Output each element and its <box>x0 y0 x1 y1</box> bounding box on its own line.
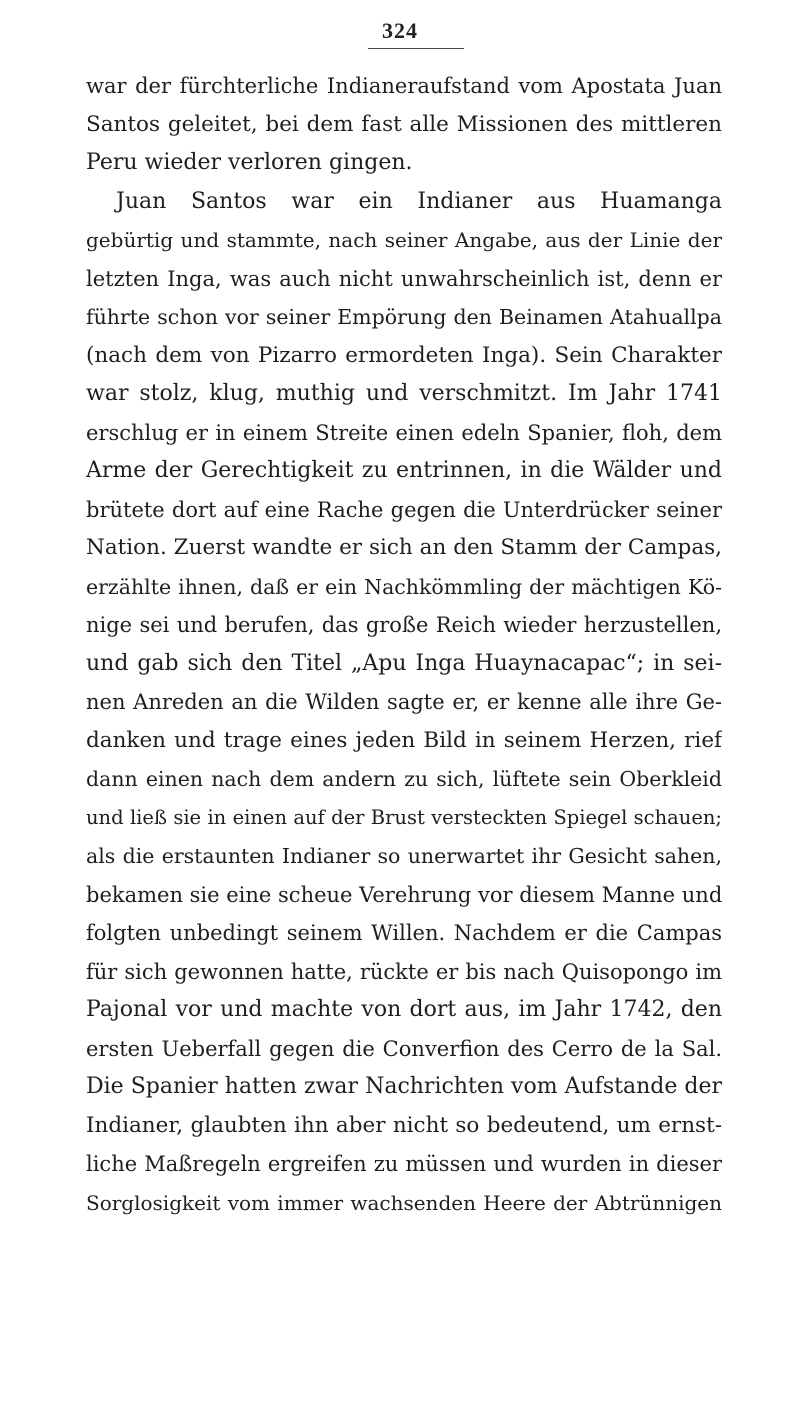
text-line: brütete dort auf eine Rache gegen die Unterdrücker seiner <box>86 497 722 522</box>
text-line: Sorglosigkeit vom immer wachsenden Heere der Abtrünnigen <box>86 1190 722 1215</box>
text-line: war stolz, klug, muthig und verschmitzt. Im Jahr 1741 <box>86 381 722 406</box>
text-line: für sich gewonnen hatte, rückte er bis nach Quisopongo im <box>86 959 722 984</box>
text-line: erzählte ihnen, daß er ein Nachkömmling der mächtigen Kö- <box>86 574 722 599</box>
text-line: Juan Santos war ein Indianer aus Huamanga <box>116 188 722 214</box>
text-line: Peru wieder verloren gingen. <box>86 150 413 175</box>
text-line: Pajonal vor und machte von dort aus, im Jahr 1742, den <box>86 997 722 1022</box>
text-line: und gab sich den Titel „Apu Inga Huaynacapac“; in sei- <box>86 650 722 676</box>
text-line: Indianer, glaubten ihn aber nicht so bedeutend, um ernst- <box>86 1112 722 1138</box>
text-line: führte schon vor seiner Empörung den Beinamen Atahuallpa <box>86 305 722 329</box>
text-line: liche Maßregeln ergreifen zu müssen und wurden in dieser <box>86 1152 722 1176</box>
text-line: war der fürchterliche Indianeraufstand vom Apostata Juan <box>86 74 722 98</box>
text-line: Die Spanier hatten zwar Nachrichten vom Aufstande der <box>86 1074 722 1099</box>
text-line: erschlug er in einem Streite einen edeln Spanier, floh, dem <box>86 420 722 445</box>
header-rule <box>368 48 464 49</box>
page-number: 324 <box>382 18 418 43</box>
text-line: nen Anreden an die Wilden sagte er, er kenne alle ihre Ge- <box>86 690 722 714</box>
text-line: dann einen nach dem andern zu sich, lüftete sein Oberkleid <box>86 767 722 791</box>
text-line: gebürtig und stammte, nach seiner Angabe, aus der Linie der <box>86 228 722 252</box>
text-line: danken und trage eines jeden Bild in seinem Herzen, rief <box>86 727 722 753</box>
text-line: (nach dem von Pizarro ermordeten Inga). Sein Charakter <box>86 342 722 368</box>
text-line: bekamen sie eine scheue Verehrung vor diesem Manne und <box>86 882 722 907</box>
text-line: und ließ sie in einen auf der Brust versteckten Spiegel schauen; <box>86 805 722 829</box>
text-line: Arme der Gerechtigkeit zu entrinnen, in die Wälder und <box>86 458 722 483</box>
text-line: als die erstaunten Indianer so unerwartet ihr Gesicht sahen, <box>86 844 722 868</box>
body-text <box>86 67 722 1222</box>
text-line: ersten Ueberfall gegen die Converfion des Cerro de la Sal. <box>86 1036 722 1061</box>
text-line: Nation. Zuerst wandte er sich an den Stamm der Campas, <box>86 535 722 560</box>
text-line: folgten unbedingt seinem Willen. Nachdem er die Campas <box>86 921 722 945</box>
text-line: Santos geleitet, bei dem fast alle Missionen des mittleren <box>86 111 722 137</box>
text-line: nige sei und berufen, das große Reich wieder herzustellen, <box>86 613 722 637</box>
text-line: letzten Inga, was auch nicht unwahrscheinlich ist, denn er <box>86 266 722 291</box>
